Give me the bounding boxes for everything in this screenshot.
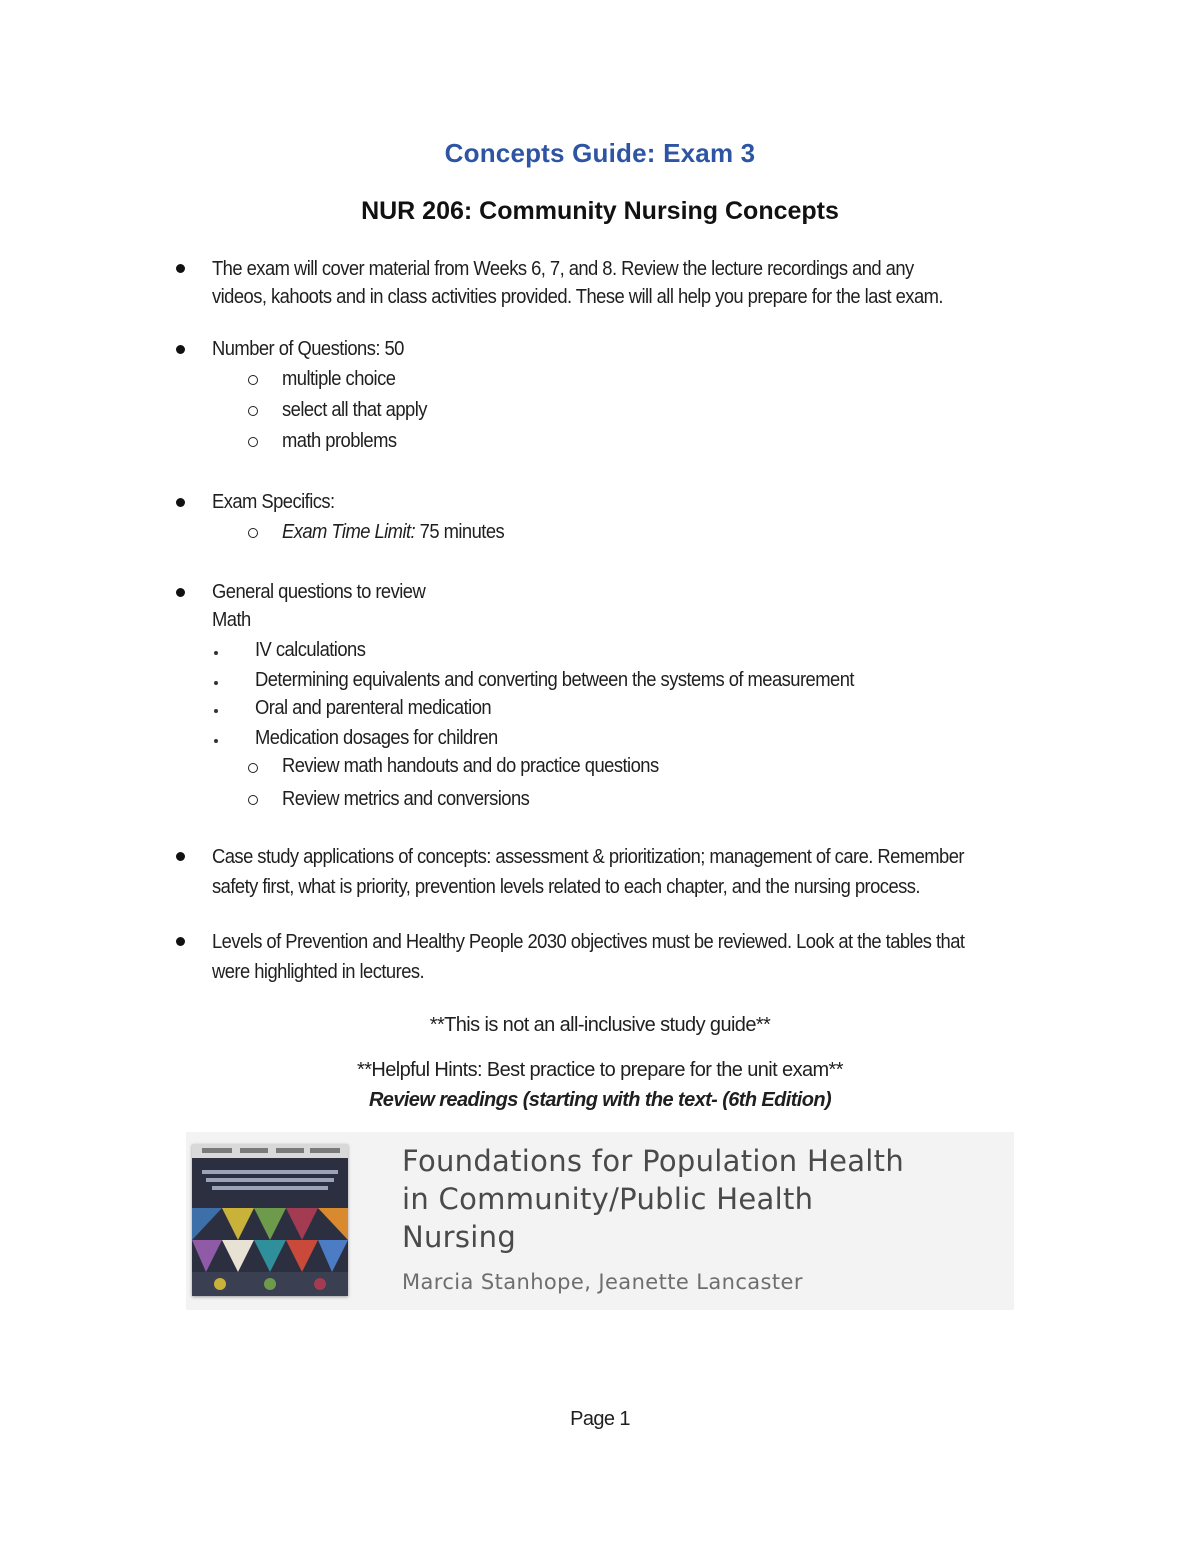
book-title-line: Foundations for Population Health <box>402 1144 905 1178</box>
intro-line: The exam will cover material from Weeks 6, 7, and 8. Review the lecture recordings and any <box>212 258 914 280</box>
case-study-text <box>212 842 1058 902</box>
readings-text: Review readings (starting with the text- (6th Edition) <box>368 1089 832 1111</box>
math-label: Math <box>212 609 251 631</box>
book-title-line: Nursing <box>402 1220 517 1254</box>
book-cover-image <box>192 1144 348 1296</box>
bullet-marker <box>176 852 185 861</box>
course-title: NUR 206: Community Nursing Concepts <box>361 197 839 225</box>
textbook-banner <box>186 1132 1014 1310</box>
math-task-item: Review metrics and conversions <box>282 788 530 810</box>
sub-bullet-marker <box>248 763 258 773</box>
question-type-item: select all that apply <box>282 399 427 421</box>
general-label: General questions to review <box>212 581 426 603</box>
time-limit-label: Exam Time Limit: <box>282 521 416 543</box>
intro-text <box>212 255 1058 311</box>
math-topic-item: Determining equivalents and converting between the systems of measurement <box>255 669 854 691</box>
math-topic-item: Medication dosages for children <box>255 727 498 749</box>
disclaimer-text: **This is not an all-inclusive study guide** <box>429 1014 771 1036</box>
bullet-marker <box>176 588 185 597</box>
sub-bullet-marker <box>248 375 258 385</box>
time-limit-value: 75 minutes <box>415 521 505 543</box>
sub-bullet-marker <box>248 437 258 447</box>
sub-bullet-marker <box>248 406 258 416</box>
bullet-marker <box>176 345 185 354</box>
intro-line: videos, kahoots and in class activities provided. These will all help you prepare for the last exam. <box>212 286 943 308</box>
questions-label: Number of Questions: 50 <box>212 338 404 360</box>
math-task-item: Review math handouts and do practice questions <box>282 755 659 777</box>
book-title-line: in Community/Public Health <box>402 1182 814 1216</box>
bullet-marker <box>176 498 185 507</box>
page-number: Page 1 <box>570 1408 630 1430</box>
sub-bullet-marker <box>248 795 258 805</box>
document-title: Concepts Guide: Exam 3 <box>444 138 756 168</box>
specifics-label: Exam Specifics: <box>212 491 335 513</box>
prevention-line: Levels of Prevention and Healthy People 2030 objectives must be reviewed. Look at the tables that <box>212 931 965 953</box>
bullet-marker <box>176 264 185 273</box>
sub-bullet-marker <box>248 528 258 538</box>
book-title <box>402 1142 1014 1256</box>
question-type-item: math problems <box>282 430 397 452</box>
dot-marker <box>214 739 218 743</box>
hints-text: **Helpful Hints: Best practice to prepare for the unit exam** <box>357 1059 843 1081</box>
math-topic-item: Oral and parenteral medication <box>255 697 492 719</box>
prevention-line: were highlighted in lectures. <box>212 961 425 983</box>
bullet-marker <box>176 937 185 946</box>
book-authors: Marcia Stanhope, Jeanette Lancaster <box>402 1270 803 1294</box>
dot-marker <box>214 681 218 685</box>
case-study-line: Case study applications of concepts: assessment & prioritization; management of care. Remember <box>212 846 964 868</box>
math-topic-item: IV calculations <box>255 639 366 661</box>
time-limit-line <box>282 518 504 546</box>
dot-marker <box>214 709 218 713</box>
question-type-item: multiple choice <box>282 368 396 390</box>
dot-marker <box>214 651 218 655</box>
prevention-text <box>212 927 1058 987</box>
case-study-line: safety first, what is priority, prevention levels related to each chapter, and the nursing process. <box>212 876 920 898</box>
